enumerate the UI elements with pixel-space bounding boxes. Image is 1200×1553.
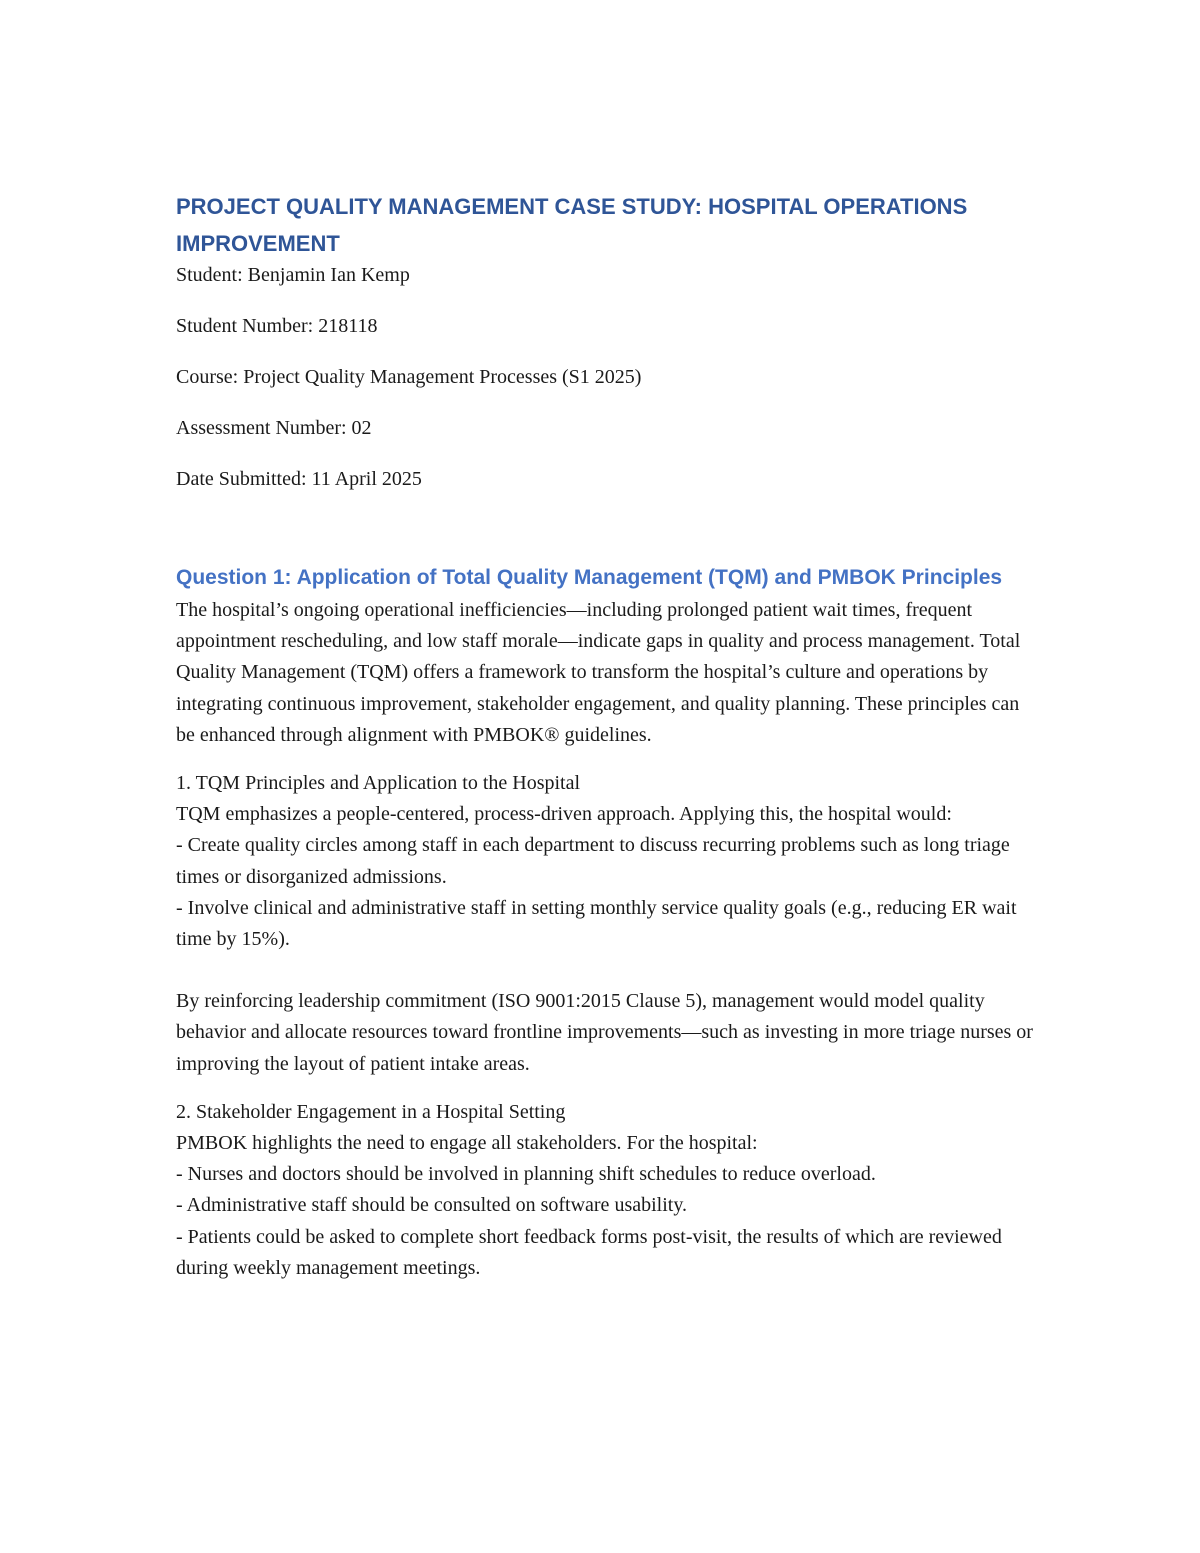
question-1-intro: The hospital’s ongoing operational inefficiencies—including prolonged patient wait times, frequent appointment rescheduling, and low staff morale—indicate gaps in quality and process management. Total Quality Management (TQM) offers a framework to transform the hospital’s culture and operations by integrating continuous improvement, stakeholder engagement, and quality planning. These principles can be enhanced through alignment with PMBOK® guidelines. — [176, 599, 1021, 746]
section-1-heading: 1. TQM Principles and Application to the Hospital — [176, 772, 581, 795]
question-1-heading: Question 1: Application of Total Quality Management (TQM) and PMBOK Principles — [176, 566, 1003, 589]
section-1-bullet: - Involve clinical and administrative staff in setting monthly service quality goals (e.g., reducing ER wait time by 15%). — [176, 896, 1017, 951]
section-2-heading: 2. Stakeholder Engagement in a Hospital Setting — [176, 1100, 566, 1123]
date-submitted: Date Submitted: 11 April 2025 — [176, 468, 422, 490]
student-name: Student: Benjamin Ian Kemp — [176, 264, 410, 286]
section-1-lead: TQM emphasizes a people-centered, process-driven approach. Applying this, the hospital would: — [176, 803, 952, 826]
assessment-number: Assessment Number: 02 — [176, 417, 372, 439]
section-2-bullet: - Patients could be asked to complete short feedback forms post-visit, the results of which are reviewed during weekly management meetings. — [176, 1225, 1002, 1279]
student-number: Student Number: 218118 — [176, 315, 378, 337]
section-2-bullet: - Nurses and doctors should be involved in planning shift schedules to reduce overload. — [176, 1163, 876, 1186]
section-1-bullet: - Create quality circles among staff in each department to discuss recurring problems such as long triage times or disorganized admissions. — [176, 834, 1010, 888]
section-2-bullet: - Administrative staff should be consulted on software usability. — [176, 1194, 688, 1217]
course-name: Course: Project Quality Management Processes (S1 2025) — [176, 366, 642, 388]
section-1-closing: By reinforcing leadership commitment (ISO 9001:2015 Clause 5), management would model quality behavior and allocate resources toward frontline improvements—such as investing in more triage nurses or improving the layout of patient intake areas. — [176, 990, 1033, 1075]
section-2-lead: PMBOK highlights the need to engage all stakeholders. For the hospital: — [176, 1132, 758, 1155]
document-page — [176, 188, 1036, 1284]
document-title: PROJECT QUALITY MANAGEMENT CASE STUDY: HOSPITAL OPERATIONS IMPROVEMENT — [176, 194, 968, 256]
